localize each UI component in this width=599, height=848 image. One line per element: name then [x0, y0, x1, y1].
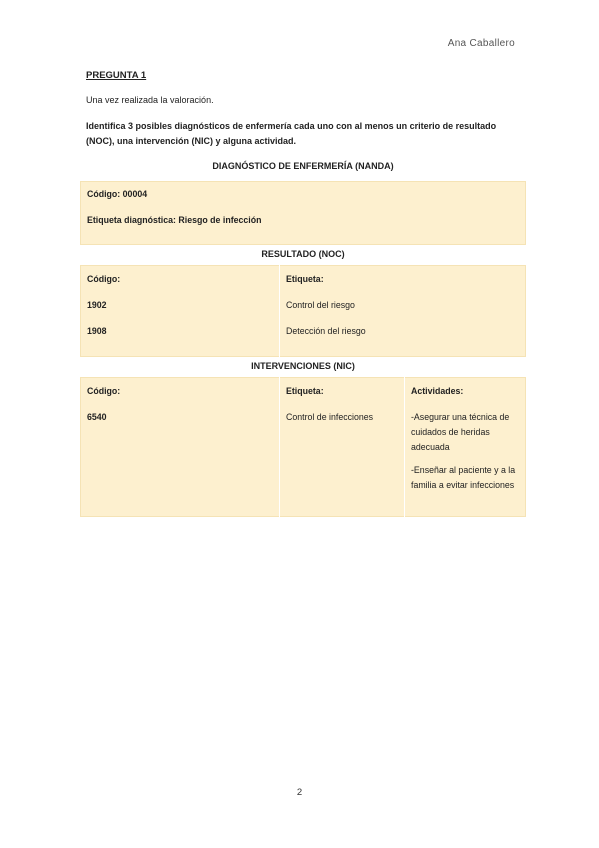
nanda-box [80, 181, 526, 245]
nic-label: Control de infecciones [286, 412, 374, 422]
author-name: Ana Caballero [447, 38, 515, 49]
nic-col-code [81, 378, 280, 517]
nic-col-label [280, 378, 405, 517]
nic-header-activities: Actividades: [411, 386, 464, 396]
noc-code-1: 1902 [87, 300, 107, 310]
nic-header-code: Código: [87, 386, 121, 396]
nanda-label: Etiqueta diagnóstica: Riesgo de infección [87, 215, 262, 225]
noc-title-text: RESULTADO (NOC) [261, 249, 345, 259]
nic-title-text: INTERVENCIONES (NIC) [251, 361, 355, 371]
table-row [81, 378, 526, 517]
question-title: PREGUNTA 1 [86, 70, 147, 81]
nic-activity-2: -Enseñar al paciente y a la familia a evitar infecciones [411, 465, 516, 490]
page-number: 2 [296, 787, 303, 798]
nanda-section-title [80, 161, 526, 171]
noc-col-label [280, 266, 526, 357]
nic-code: 6540 [87, 412, 107, 422]
nic-header-label: Etiqueta: [286, 386, 324, 396]
question-intro: Una vez realizada la valoración. [86, 95, 214, 105]
nic-col-activities [405, 378, 526, 517]
noc-header-label: Etiqueta: [286, 274, 324, 284]
document-body [80, 70, 526, 517]
noc-section-title [80, 249, 526, 259]
nanda-title-text: DIAGNÓSTICO DE ENFERMERÍA (NANDA) [212, 161, 394, 171]
question-task: Identifica 3 posibles diagnósticos de enfermería cada uno con al menos un criterio de resultado (NOC), una intervención (NIC) y alguna actividad. [86, 121, 497, 146]
nic-activity-1: -Asegurar una técnica de cuidados de heridas adecuada [411, 412, 510, 452]
nic-table [80, 377, 526, 517]
noc-table [80, 265, 526, 357]
nanda-code: Código: 00004 [87, 189, 148, 199]
noc-label-2: Detección del riesgo [286, 326, 366, 336]
noc-col-code [81, 266, 280, 357]
table-row [81, 266, 526, 357]
noc-header-code: Código: [87, 274, 121, 284]
noc-code-2: 1908 [87, 326, 107, 336]
nic-section-title [80, 361, 526, 371]
noc-label-1: Control del riesgo [286, 300, 355, 310]
